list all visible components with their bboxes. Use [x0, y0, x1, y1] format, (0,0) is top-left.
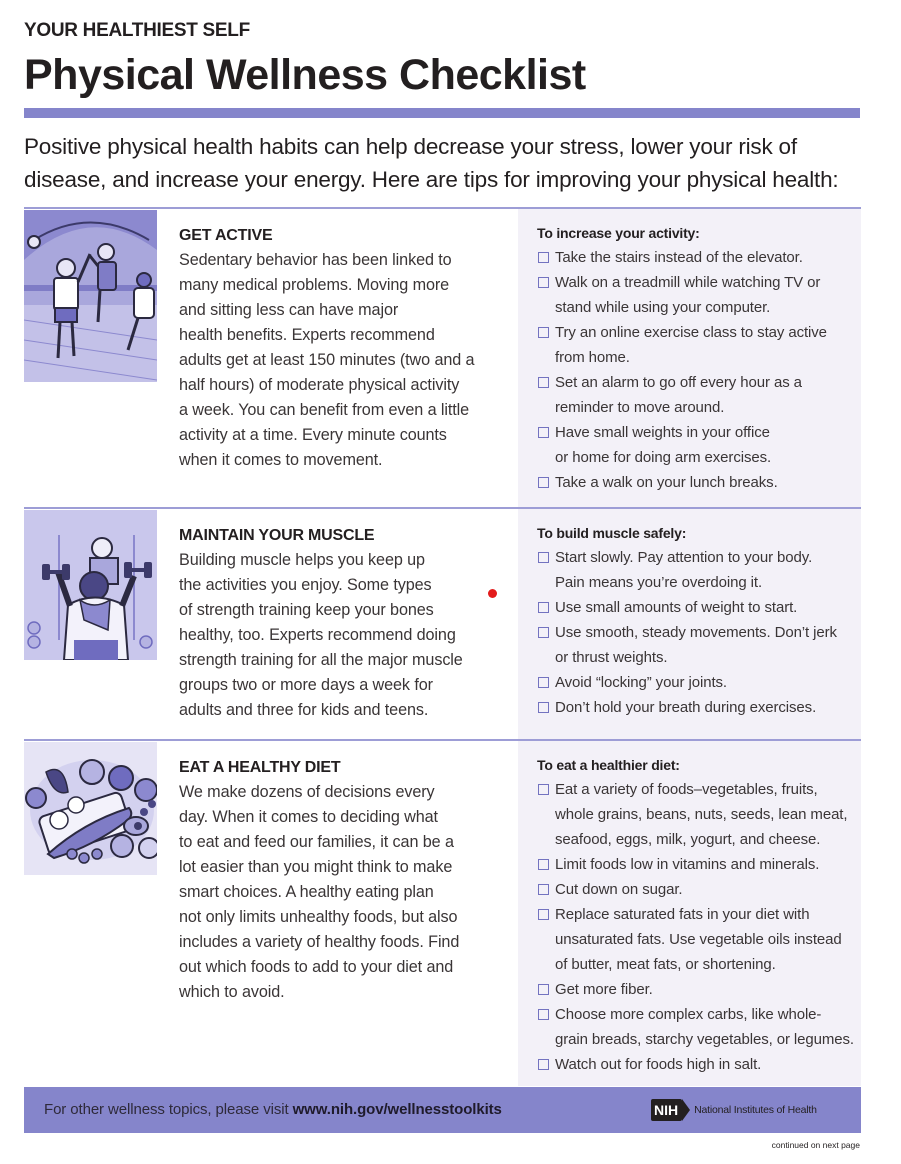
checklist-item[interactable]	[537, 852, 861, 877]
food-platter-icon	[24, 742, 157, 875]
body-line: includes a variety of healthy foods. Find	[179, 933, 460, 951]
tip-line: seafood, eggs, milk, yogurt, and cheese.	[555, 831, 821, 848]
body-line: adults get at least 150 minutes (two and a	[179, 351, 475, 369]
muscle-tips-panel	[518, 509, 861, 740]
checkbox-icon[interactable]	[538, 252, 549, 263]
checkbox-icon[interactable]	[538, 377, 549, 388]
checklist-item[interactable]	[537, 245, 861, 270]
nih-chevron-icon	[682, 1099, 690, 1121]
tip-line: of butter, meat fats, or shortening.	[555, 956, 776, 973]
activity-tips-panel	[518, 209, 861, 508]
get-active-text	[179, 223, 509, 473]
marker-dot	[488, 589, 497, 598]
tip-line: Use smooth, steady movements. Don’t jerk	[555, 624, 837, 641]
tip-line: Set an alarm to go off every hour as a	[555, 374, 802, 391]
tip-line: Get more fiber.	[555, 981, 653, 998]
body-line: when it comes to movement.	[179, 451, 383, 469]
weight-training-illustration	[24, 510, 157, 660]
tip-line: Have small weights in your office	[555, 424, 770, 441]
body-line: Building muscle helps you keep up	[179, 551, 425, 569]
tips-title: To increase your activity:	[537, 225, 700, 241]
checklist-item[interactable]	[537, 595, 861, 620]
tip-line: Replace saturated fats in your diet with	[555, 906, 810, 923]
tip-line: whole grains, beans, nuts, seeds, lean meat,	[555, 806, 848, 823]
tip-line: stand while using your computer.	[555, 299, 771, 316]
healthy-diet-text	[179, 755, 509, 1005]
body-line: and sitting less can have major	[179, 301, 399, 319]
checkbox-icon[interactable]	[538, 677, 549, 688]
body-line: many medical problems. Moving more	[179, 276, 450, 294]
tip-line: Use small amounts of weight to start.	[555, 599, 798, 616]
body-line: to eat and feed our families, it can be a	[179, 833, 454, 851]
tip-line: Start slowly. Pay attention to your body.	[555, 549, 813, 566]
maintain-muscle-text	[179, 523, 509, 723]
tip-line: Choose more complex carbs, like whole-	[555, 1006, 822, 1023]
tip-line: Limit foods low in vitamins and minerals.	[555, 856, 820, 873]
footer-bar	[24, 1087, 861, 1133]
checkbox-icon[interactable]	[538, 427, 549, 438]
page-title: Physical Wellness Checklist	[24, 51, 586, 99]
checklist-item[interactable]	[537, 670, 861, 695]
body-line: smart choices. A healthy eating plan	[179, 883, 434, 901]
checkbox-icon[interactable]	[538, 1059, 549, 1070]
healthy-food-spread-illustration	[24, 742, 157, 875]
checkbox-icon[interactable]	[538, 277, 549, 288]
tip-line: Don’t hold your breath during exercises.	[555, 699, 817, 716]
checklist-item[interactable]	[537, 370, 861, 420]
checkbox-icon[interactable]	[538, 627, 549, 638]
footer-visit-text	[44, 1101, 502, 1118]
visit-prefix: For other wellness topics, please visit	[44, 1101, 293, 1118]
body-line: groups two or more days a week for	[179, 676, 433, 694]
checklist-item[interactable]	[537, 470, 861, 495]
checkbox-icon[interactable]	[538, 1009, 549, 1020]
body-line: health benefits. Experts recommend	[179, 326, 435, 344]
tip-line: Take a walk on your lunch breaks.	[555, 474, 778, 491]
section-body	[179, 548, 509, 723]
body-line: activity at a time. Every minute counts	[179, 426, 447, 444]
tip-line: or home for doing arm exercises.	[555, 449, 772, 466]
intro-paragraph: Positive physical health habits can help decrease your stress, lower your risk of disease, and increase your energy. Here are tips for improving your physical health:	[24, 134, 839, 192]
checklist-item[interactable]	[537, 877, 861, 902]
tip-line: Avoid “locking” your joints.	[555, 674, 728, 691]
checklist-item[interactable]	[537, 620, 861, 670]
checklist-item[interactable]	[537, 902, 861, 977]
checklist-item[interactable]	[537, 545, 861, 595]
body-line: the activities you enjoy. Some types	[179, 576, 432, 594]
body-line: lot easier than you might think to make	[179, 858, 453, 876]
tip-line: from home.	[555, 349, 630, 366]
checkbox-icon[interactable]	[538, 477, 549, 488]
checkbox-icon[interactable]	[538, 702, 549, 713]
section-body	[179, 248, 509, 473]
body-line: healthy, too. Experts recommend doing	[179, 626, 456, 644]
body-line: not only limits unhealthy foods, but also	[179, 908, 458, 926]
checklist-item[interactable]	[537, 320, 861, 370]
checkbox-icon[interactable]	[538, 909, 549, 920]
checklist-item[interactable]	[537, 695, 861, 720]
checkbox-icon[interactable]	[538, 984, 549, 995]
dumbbell-lifting-icon	[24, 510, 157, 660]
body-line: of strength training keep your bones	[179, 601, 434, 619]
tip-line: Pain means you’re overdoing it.	[555, 574, 763, 591]
tip-line: Watch out for foods high in salt.	[555, 1056, 762, 1073]
checkbox-icon[interactable]	[538, 552, 549, 563]
kicker: YOUR HEALTHIEST SELF	[24, 20, 250, 41]
section-get-active	[24, 207, 861, 508]
checklist-item[interactable]	[537, 977, 861, 1002]
tips-title: To build muscle safely:	[537, 525, 687, 541]
body-line: out which foods to add to your diet and	[179, 958, 454, 976]
body-line: a week. You can benefit from even a little	[179, 401, 470, 419]
checkbox-icon[interactable]	[538, 884, 549, 895]
checklist-item[interactable]	[537, 777, 861, 852]
tip-line: reminder to move around.	[555, 399, 725, 416]
checklist-item[interactable]	[537, 1052, 861, 1077]
tips-title: To eat a healthier diet:	[537, 757, 680, 773]
tip-line: grain breads, starchy vegetables, or legumes.	[555, 1031, 854, 1048]
checklist-item[interactable]	[537, 1002, 861, 1052]
title-divider-bar	[24, 108, 860, 118]
diet-tips-panel	[518, 741, 861, 1086]
tip-line: Try an online exercise class to stay active	[555, 324, 827, 341]
nih-logo[interactable]	[651, 1099, 817, 1121]
checkbox-icon[interactable]	[538, 327, 549, 338]
section-maintain-muscle	[24, 507, 861, 740]
tip-line: Take the stairs instead of the elevator.	[555, 249, 803, 266]
people-exercising-outdoors-illustration	[24, 210, 157, 382]
tip-line: or thrust weights.	[555, 649, 668, 666]
checklist-item[interactable]	[537, 420, 861, 470]
body-line: Sedentary behavior has been linked to	[179, 251, 452, 269]
section-healthy-diet	[24, 739, 861, 1086]
section-heading: GET ACTIVE	[179, 227, 273, 244]
body-line: day. When it comes to deciding what	[179, 808, 438, 826]
body-line: adults and three for kids and teens.	[179, 701, 429, 719]
continued-note: continued on next page	[771, 1140, 860, 1150]
body-line: which to avoid.	[179, 983, 285, 1001]
tip-line: Walk on a treadmill while watching TV or	[555, 274, 821, 291]
tip-line: Cut down on sugar.	[555, 881, 683, 898]
body-line: strength training for all the major muscle	[179, 651, 463, 669]
checkbox-icon[interactable]	[538, 784, 549, 795]
section-heading: MAINTAIN YOUR MUSCLE	[179, 527, 375, 544]
wellness-toolkits-link[interactable]: www.nih.gov/wellnesstoolkits	[292, 1101, 502, 1118]
exercise-scene-icon	[24, 210, 157, 382]
tip-line: unsaturated fats. Use vegetable oils instead	[555, 931, 842, 948]
tip-line: Eat a variety of foods–vegetables, fruits,	[555, 781, 818, 798]
nih-name: National Institutes of Health	[694, 1104, 817, 1116]
section-body	[179, 780, 509, 1005]
checklist-item[interactable]	[537, 270, 861, 320]
checkbox-icon[interactable]	[538, 859, 549, 870]
body-line: We make dozens of decisions every	[179, 783, 435, 801]
body-line: half hours) of moderate physical activity	[179, 376, 460, 394]
nih-badge: NIH	[651, 1099, 682, 1121]
checkbox-icon[interactable]	[538, 602, 549, 613]
section-heading: EAT A HEALTHY DIET	[179, 759, 341, 776]
